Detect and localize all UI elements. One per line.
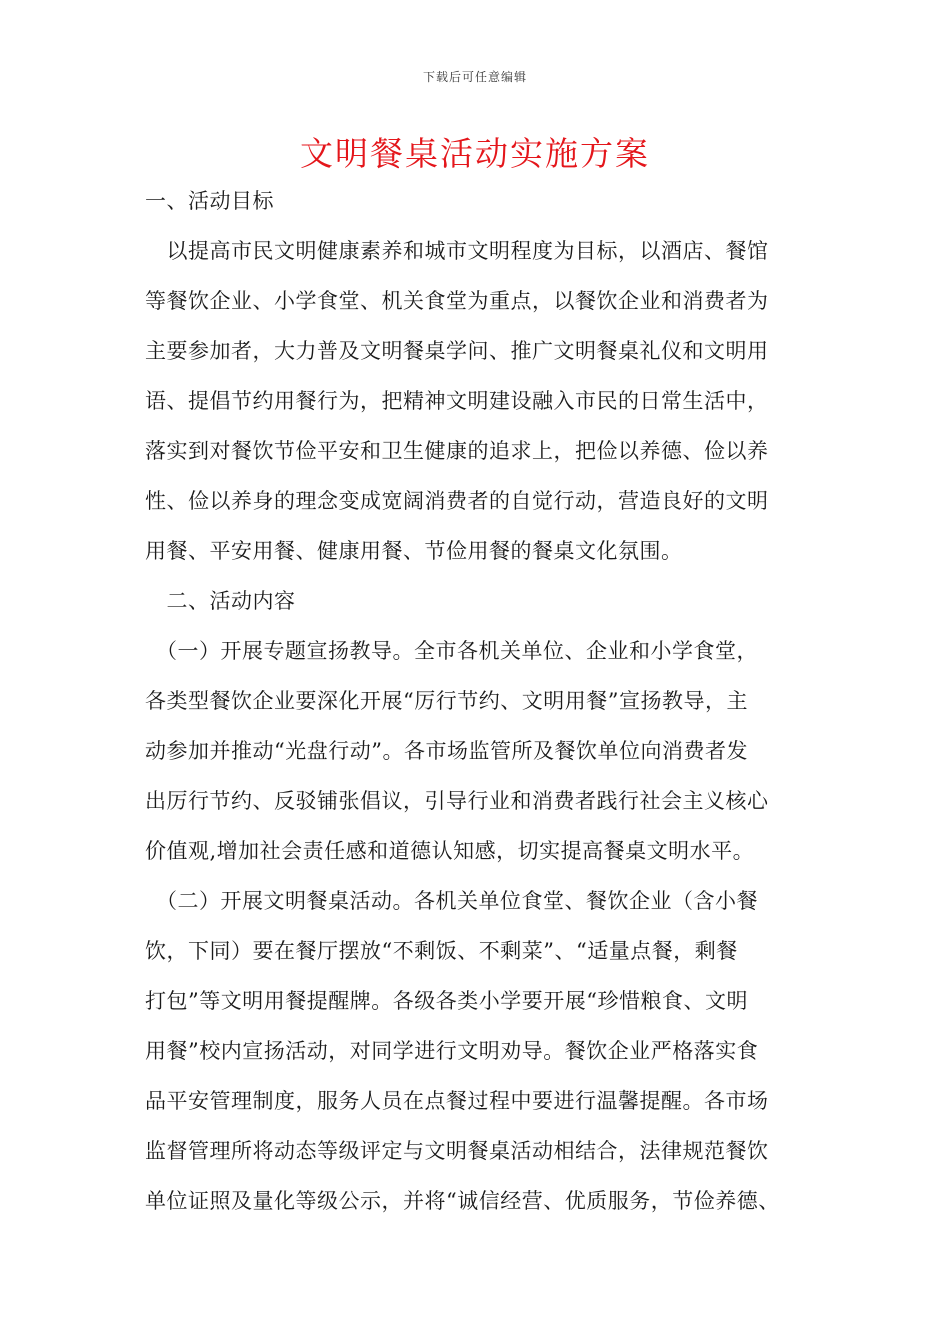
text-line: 出厉行节约、反驳铺张倡议，引导行业和消费者践行社会主义核心: [145, 789, 769, 813]
document-title: 文明餐桌活动实施方案: [300, 134, 650, 173]
text-line: 动参加并推动“光盘行动”。各市场监管所及餐饮单位向消费者发: [145, 739, 748, 763]
text-line: 单位证照及量化等级公示，并将“诚信经营、优质服务，节俭养德、: [145, 1189, 780, 1213]
section-heading: 一、活动目标: [145, 189, 274, 213]
section-heading: 二、活动内容: [145, 589, 296, 613]
text-line: （一）开展专题宣扬教导。全市各机关单位、企业和小学食堂，: [145, 639, 758, 663]
text-line: 以提高市民文明健康素养和城市文明程度为目标，以酒店、餐馆: [145, 239, 769, 263]
text-line: 主要参加者，大力普及文明餐桌学问、推广文明餐桌礼仪和文明用: [145, 339, 769, 363]
text-line: （二）开展文明餐桌活动。各机关单位食堂、餐饮企业（含小餐: [145, 889, 758, 913]
text-line: 用餐”校内宣扬活动，对同学进行文明劝导。餐饮企业严格落实食: [145, 1039, 759, 1063]
header-note: 下载后可任意编辑: [422, 70, 527, 84]
text-line: 价值观,增加社会责任感和道德认知感，切实提高餐桌文明水平。: [145, 839, 755, 863]
text-line: 品平安管理制度，服务人员在点餐过程中要进行温馨提醒。各市场: [145, 1089, 769, 1113]
text-line: 各类型餐饮企业要深化开展“厉行节约、文明用餐”宣扬教导，主: [145, 689, 748, 713]
text-line: 落实到对餐饮节俭平安和卫生健康的追求上，把俭以养德、俭以养: [145, 439, 769, 463]
text-line: 饮，下同）要在餐厅摆放“不剩饭、不剩菜”、“适量点餐，剩餐: [145, 939, 738, 963]
text-line: 语、提倡节约用餐行为，把精神文明建设融入市民的日常生活中，: [145, 389, 769, 413]
text-line: 等餐饮企业、小学食堂、机关食堂为重点，以餐饮企业和消费者为: [145, 289, 769, 313]
text-line: 性、俭以养身的理念变成宽阔消费者的自觉行动，营造良好的文明: [145, 489, 769, 513]
text-line: 打包”等文明用餐提醒牌。各级各类小学要开展“珍惜粮食、文明: [145, 989, 748, 1013]
text-line: 用餐、平安用餐、健康用餐、节俭用餐的餐桌文化氛围。: [145, 539, 683, 563]
text-line: 监督管理所将动态等级评定与文明餐桌活动相结合，法律规范餐饮: [145, 1139, 769, 1163]
body-text: [145, 176, 825, 1226]
